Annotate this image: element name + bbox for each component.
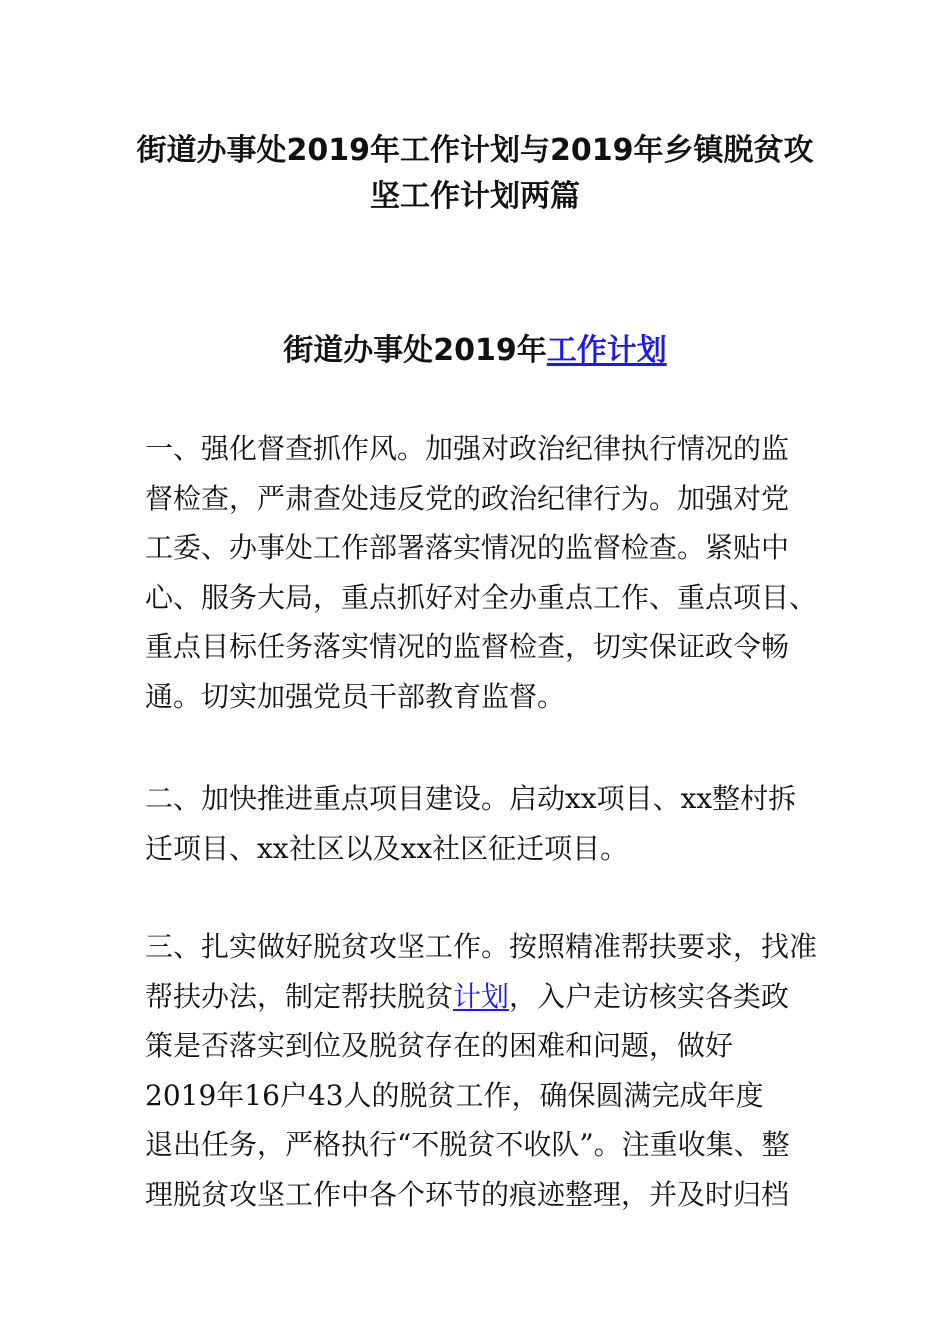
paragraph-line: 心、服务大局，重点抓好对全办重点工作、重点项目、 bbox=[145, 580, 818, 614]
paragraph-line: 重点目标任务落实情况的监督检查，切实保证政令畅 bbox=[145, 630, 790, 663]
paragraph-line: 2019年16户43人的脱贫工作，确保圆满完成年度 bbox=[145, 1078, 764, 1112]
paragraph-line: 退出任务，严格执行“不脱贫不收队”。注重收集、整 bbox=[145, 1128, 790, 1161]
paragraph-2 bbox=[145, 774, 810, 873]
paragraph-3 bbox=[145, 922, 818, 1219]
paragraph-line: 策是否落实到位及脱贫存在的困难和问题，做好 bbox=[145, 1029, 734, 1062]
paragraph-line: 工委、办事处工作部署落实情况的监督检查。紧贴中 bbox=[145, 531, 790, 564]
document-title: 街道办事处2019年工作计划与2019年乡镇脱贫攻坚工作计划两篇 bbox=[136, 133, 814, 214]
paragraph-line: 一、强化督查抓作风。加强对政治纪律执行情况的监 bbox=[145, 432, 790, 465]
paragraph-line: 三、扎实做好脱贫攻坚工作。按照精准帮扶要求，找准 bbox=[145, 930, 818, 963]
paragraph-line: 通。切实加强党员干部教育监督。 bbox=[145, 679, 566, 713]
paragraph-1 bbox=[145, 424, 818, 721]
paragraph-text: 帮扶办法，制定帮扶脱贫 bbox=[145, 979, 454, 1013]
section-title bbox=[130, 328, 820, 374]
paragraph-line: 理脱贫攻坚工作中各个环节的痕迹整理，并及时归档 bbox=[145, 1177, 790, 1211]
paragraph-text: ，入户走访核实各类政 bbox=[509, 979, 790, 1013]
paragraph-line: 迁项目、xx社区以及xx社区征迁项目。 bbox=[145, 831, 629, 865]
paragraph-line: 督检查，严肃查处违反党的政治纪律行为。加强对党 bbox=[145, 481, 790, 515]
paragraph-line: 二、加快推进重点项目建设。启动xx项目、xx整村拆 bbox=[145, 782, 797, 815]
plan-link[interactable]: 计划 bbox=[453, 979, 510, 1013]
section-title-text: 街道办事处2019年 bbox=[283, 333, 547, 368]
paragraph-line-with-link bbox=[145, 972, 810, 1022]
section-title-link[interactable]: 工作计划 bbox=[546, 333, 667, 368]
